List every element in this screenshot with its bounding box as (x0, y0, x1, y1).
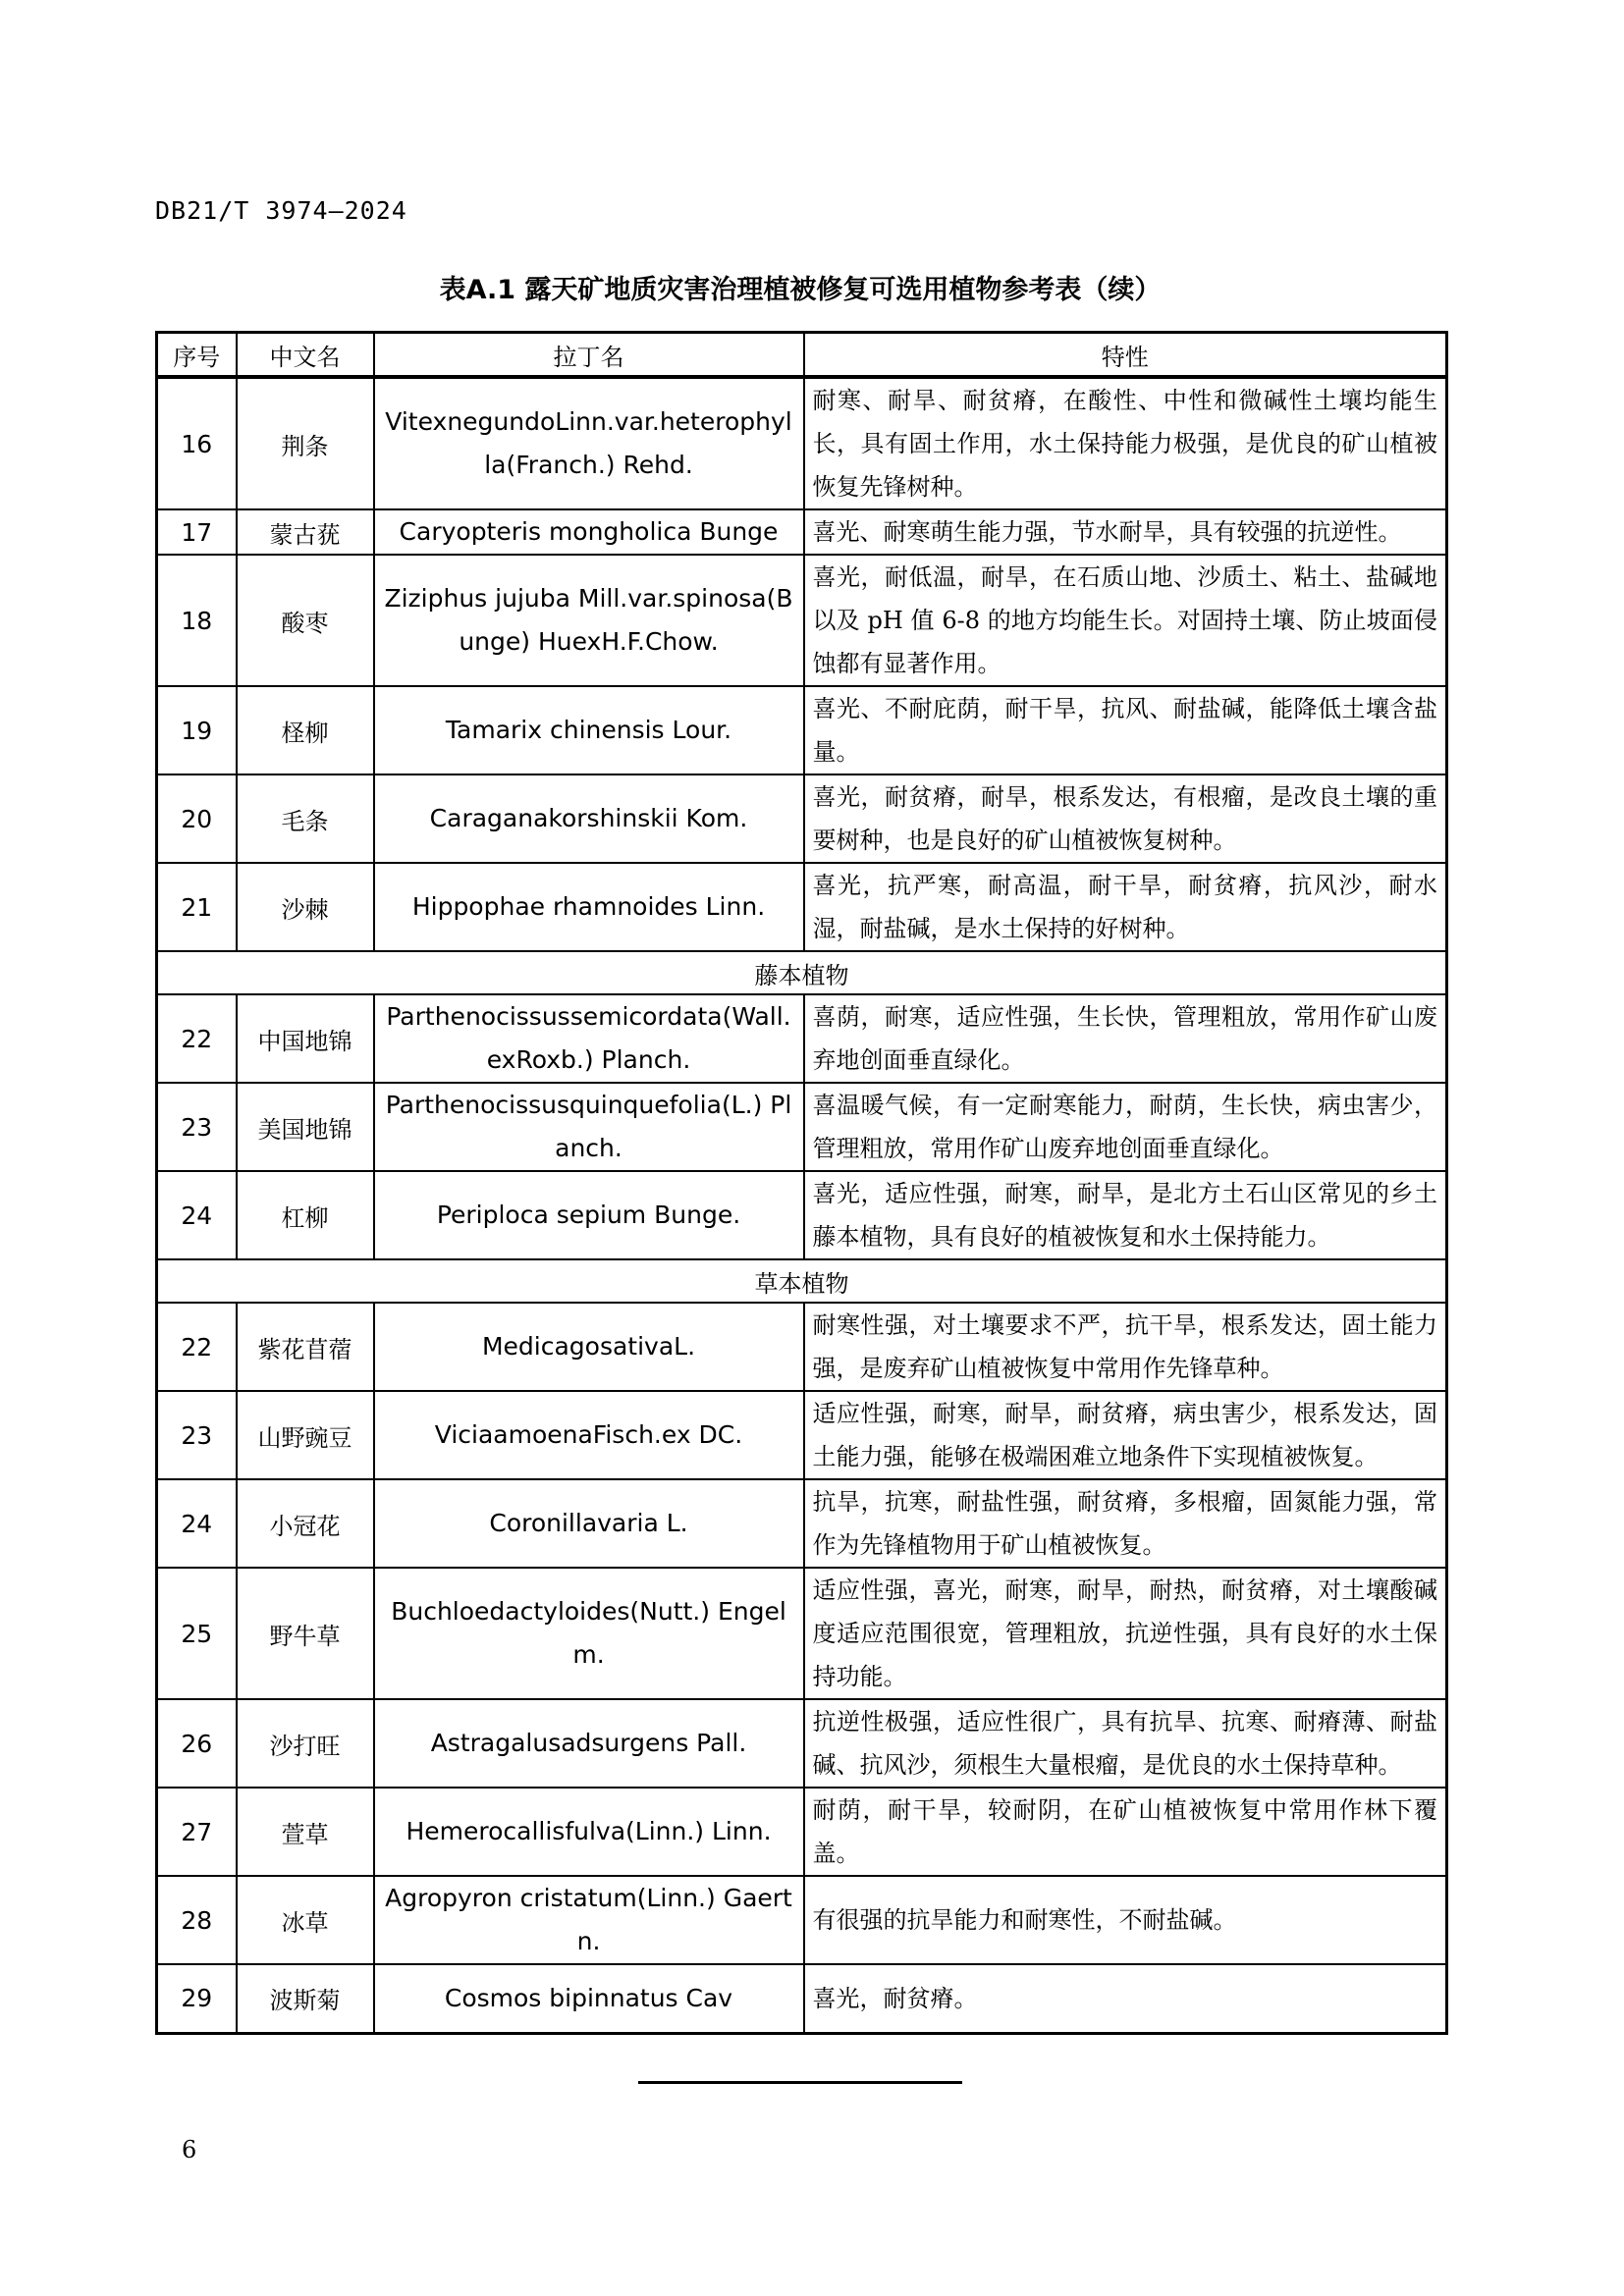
latin-name: Periploca sepium Bunge. (374, 1171, 804, 1259)
table-row (157, 863, 1447, 951)
latin-name: Coronillavaria L. (374, 1479, 804, 1568)
chinese-name: 野牛草 (237, 1568, 374, 1699)
traits: 喜光、不耐庇荫，耐干旱，抗风、耐盐碱，能降低土壤含盐量。 (804, 686, 1447, 774)
row-number: 21 (157, 863, 237, 951)
row-number: 24 (157, 1479, 237, 1568)
table-row (157, 1876, 1447, 1964)
table-row (157, 1788, 1447, 1876)
traits: 喜光，耐贫瘠。 (804, 1964, 1447, 2033)
header-traits: 特性 (804, 333, 1447, 378)
section-row-vines (157, 951, 1447, 994)
traits: 适应性强，喜光，耐寒，耐旱，耐热，耐贫瘠，对土壤酸碱度适应范围很宽，管理粗放，抗逆性强，具有良好的水土保持功能。 (804, 1568, 1447, 1699)
table-row (157, 1479, 1447, 1568)
latin-name: Ziziphus jujuba Mill.var.spinosa(Bunge) HuexH.F.Chow. (374, 555, 804, 686)
traits: 有很强的抗旱能力和耐寒性，不耐盐碱。 (804, 1876, 1447, 1964)
page-number: 6 (182, 2136, 197, 2163)
table-row (157, 1171, 1447, 1259)
table-row (157, 1083, 1447, 1171)
traits: 喜光，耐低温，耐旱，在石质山地、沙质土、粘土、盐碱地以及 pH 值 6-8 的地方均能生长。对固持土壤、防止坡面侵蚀都有显著作用。 (804, 555, 1447, 686)
row-number: 18 (157, 555, 237, 686)
table-row (157, 555, 1447, 686)
traits: 喜光，抗严寒，耐高温，耐干旱，耐贫瘠，抗风沙，耐水湿，耐盐碱，是水土保持的好树种。 (804, 863, 1447, 951)
traits: 耐寒性强，对土壤要求不严，抗干旱，根系发达，固土能力强，是废弃矿山植被恢复中常用作先锋草种。 (804, 1303, 1447, 1391)
row-number: 25 (157, 1568, 237, 1699)
latin-name: Cosmos bipinnatus Cav (374, 1964, 804, 2033)
traits: 耐寒、耐旱、耐贫瘠，在酸性、中性和微碱性土壤均能生长，具有固土作用，水土保持能力极强，是优良的矿山植被恢复先锋树种。 (804, 377, 1447, 509)
chinese-name: 柽柳 (237, 686, 374, 774)
chinese-name: 冰草 (237, 1876, 374, 1964)
chinese-name: 中国地锦 (237, 994, 374, 1083)
latin-name: Tamarix chinensis Lour. (374, 686, 804, 774)
chinese-name: 蒙古莸 (237, 509, 374, 555)
traits: 喜荫，耐寒，适应性强，生长快，管理粗放，常用作矿山废弃地创面垂直绿化。 (804, 994, 1447, 1083)
chinese-name: 波斯菊 (237, 1964, 374, 2033)
chinese-name: 萱草 (237, 1788, 374, 1876)
table-row (157, 509, 1447, 555)
chinese-name: 毛条 (237, 774, 374, 863)
plant-reference-table (155, 331, 1448, 2035)
row-number: 20 (157, 774, 237, 863)
row-number: 19 (157, 686, 237, 774)
section-heading-herbs: 草本植物 (157, 1259, 1447, 1303)
traits: 喜光，耐贫瘠，耐旱，根系发达，有根瘤，是改良土壤的重要树种，也是良好的矿山植被恢复树种。 (804, 774, 1447, 863)
latin-name: Hemerocallisfulva(Linn.) Linn. (374, 1788, 804, 1876)
latin-name: Caraganakorshinskii Kom. (374, 774, 804, 863)
row-number: 17 (157, 509, 237, 555)
latin-name: MedicagosativaL. (374, 1303, 804, 1391)
traits: 喜光、耐寒萌生能力强，节水耐旱，具有较强的抗逆性。 (804, 509, 1447, 555)
traits: 喜光，适应性强，耐寒，耐旱，是北方土石山区常见的乡土藤本植物，具有良好的植被恢复和水土保持能力。 (804, 1171, 1447, 1259)
table-row (157, 686, 1447, 774)
row-number: 26 (157, 1699, 237, 1788)
section-heading-vines: 藤本植物 (157, 951, 1447, 994)
table-title: 表A.1 露天矿地质灾害治理植被修复可选用植物参考表（续） (439, 275, 1162, 305)
header-latin-name: 拉丁名 (374, 333, 804, 378)
table-row (157, 1964, 1447, 2033)
chinese-name: 小冠花 (237, 1479, 374, 1568)
table-row (157, 994, 1447, 1083)
chinese-name: 山野豌豆 (237, 1391, 374, 1479)
header-chinese-name: 中文名 (237, 333, 374, 378)
table-header-row (157, 333, 1447, 378)
chinese-name: 酸枣 (237, 555, 374, 686)
latin-name: VitexnegundoLinn.var.heterophylla(Franch.) Rehd. (374, 377, 804, 509)
traits: 耐荫，耐干旱，较耐阴，在矿山植被恢复中常用作林下覆盖。 (804, 1788, 1447, 1876)
row-number: 27 (157, 1788, 237, 1876)
table-row (157, 1303, 1447, 1391)
table-row (157, 1568, 1447, 1699)
latin-name: ViciaamoenaFisch.ex DC. (374, 1391, 804, 1479)
traits: 抗旱，抗寒，耐盐性强，耐贫瘠，多根瘤，固氮能力强，常作为先锋植物用于矿山植被恢复。 (804, 1479, 1447, 1568)
table-row (157, 377, 1447, 509)
table-row (157, 1699, 1447, 1788)
traits: 喜温暖气候，有一定耐寒能力，耐荫，生长快，病虫害少，管理粗放，常用作矿山废弃地创面垂直绿化。 (804, 1083, 1447, 1171)
row-number: 28 (157, 1876, 237, 1964)
row-number: 29 (157, 1964, 237, 2033)
document-code: DB21/T 3974—2024 (155, 196, 407, 225)
section-row-herbs (157, 1259, 1447, 1303)
table-row (157, 774, 1447, 863)
latin-name: Hippophae rhamnoides Linn. (374, 863, 804, 951)
table-row (157, 1391, 1447, 1479)
chinese-name: 美国地锦 (237, 1083, 374, 1171)
latin-name: Agropyron cristatum(Linn.) Gaertn. (374, 1876, 804, 1964)
latin-name: Parthenocissusquinquefolia(L.) Planch. (374, 1083, 804, 1171)
row-number: 23 (157, 1391, 237, 1479)
row-number: 24 (157, 1171, 237, 1259)
latin-name: Astragalusadsurgens Pall. (374, 1699, 804, 1788)
row-number: 16 (157, 377, 237, 509)
latin-name: Caryopteris mongholica Bunge (374, 509, 804, 555)
chinese-name: 杠柳 (237, 1171, 374, 1259)
row-number: 23 (157, 1083, 237, 1171)
chinese-name: 沙棘 (237, 863, 374, 951)
end-of-table-rule (638, 2081, 962, 2084)
latin-name: Parthenocissussemicordata(Wall.exRoxb.) Planch. (374, 994, 804, 1083)
traits: 适应性强，耐寒，耐旱，耐贫瘠，病虫害少，根系发达，固土能力强，能够在极端困难立地条件下实现植被恢复。 (804, 1391, 1447, 1479)
traits: 抗逆性极强，适应性很广，具有抗旱、抗寒、耐瘠薄、耐盐碱、抗风沙，须根生大量根瘤，是优良的水土保持草种。 (804, 1699, 1447, 1788)
row-number: 22 (157, 994, 237, 1083)
latin-name: Buchloedactyloides(Nutt.) Engelm. (374, 1568, 804, 1699)
chinese-name: 沙打旺 (237, 1699, 374, 1788)
chinese-name: 紫花苜蓿 (237, 1303, 374, 1391)
header-serial: 序号 (157, 333, 237, 378)
row-number: 22 (157, 1303, 237, 1391)
chinese-name: 荆条 (237, 377, 374, 509)
